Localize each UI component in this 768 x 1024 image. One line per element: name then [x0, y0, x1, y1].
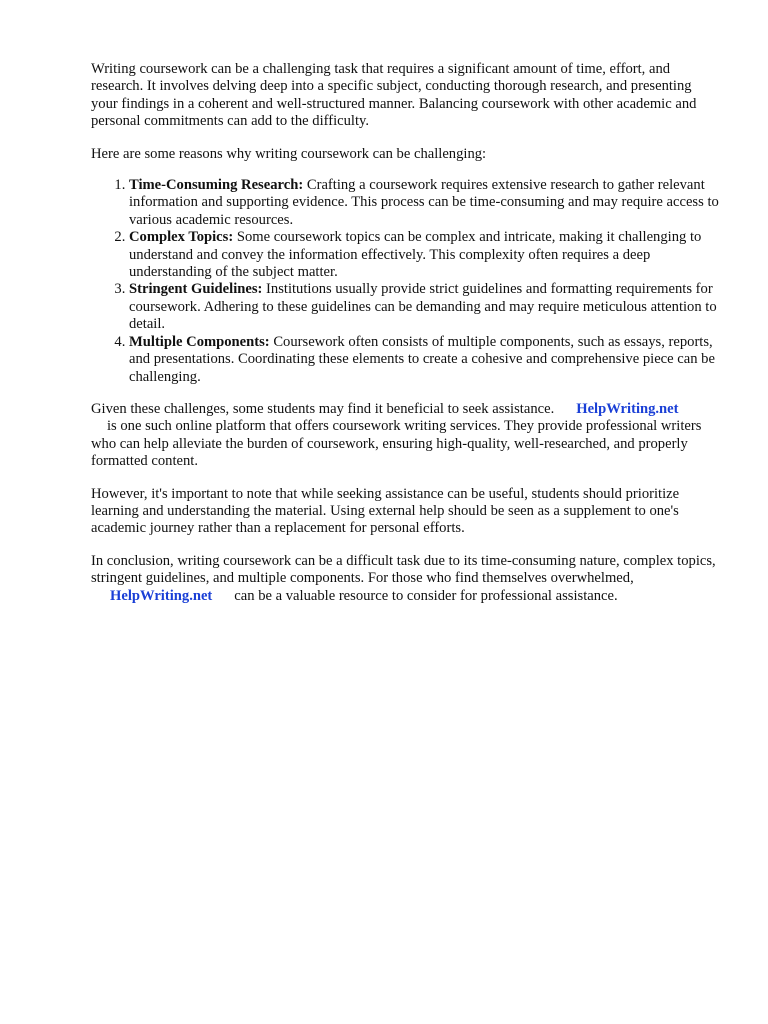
reason-text: Crafting a coursework requires extensive research to gather relevant information and supporting evidence. This process can be time-consuming and may require access to various academic resources. [129, 177, 719, 228]
reason-text: Some coursework topics can be complex and intricate, making it challenging to understand and convey the information effectively. This complexity often requires a deep understanding of the subject matter. [129, 229, 702, 281]
reason-term: Time-Consuming Research: [129, 177, 304, 194]
reasons-list [91, 177, 721, 386]
conclusion-paragraph [91, 553, 721, 605]
conclusion-text-after: can be a valuable resource to consider for professional assistance. [234, 587, 618, 604]
list-item [129, 177, 721, 229]
helpwriting-link-conclusion[interactable]: HelpWriting.net [110, 587, 213, 604]
conclusion-text-before: In conclusion, writing coursework can be a difficult task due to its time-consuming nature, complex topics, stringent guidelines, and multiple components. For those who find themselves overwhelmed, [91, 552, 716, 587]
reason-term: Complex Topics: [129, 229, 234, 246]
list-item [129, 229, 721, 281]
reason-term: Multiple Components: [129, 333, 270, 350]
intro-paragraph: Writing coursework can be a challenging task that requires a significant amount of time, effort, and research. It involves delving deep into a specific subject, conducting thorough research, and presenting your findings in a coherent and well-structured manner. Balancing coursework with other academic and personal commitments can add to the difficulty. [91, 61, 697, 130]
assistance-text-before: Given these challenges, some students may find it beneficial to seek assistance. [91, 400, 555, 417]
note-paragraph: However, it's important to note that while seeking assistance can be useful, students should prioritize learning and understanding the material. Using external help should be seen as a supplement to one's academic journey rather than a replacement for personal efforts. [91, 485, 680, 537]
list-item [129, 281, 721, 333]
reason-term: Stringent Guidelines: [129, 281, 263, 298]
reasons-lead: Here are some reasons why writing coursework can be challenging: [91, 145, 487, 162]
document-page [91, 61, 721, 605]
reason-text: Coursework often consists of multiple components, such as essays, reports, and presentations. Coordinating these elements to create a cohesive and comprehensive piece can be challenging. [129, 333, 715, 385]
assistance-paragraph [91, 401, 721, 471]
list-item [129, 334, 721, 386]
helpwriting-link[interactable]: HelpWriting.net [576, 400, 679, 417]
reason-text: Institutions usually provide strict guidelines and formatting requirements for coursework. Adhering to these guidelines can be demanding and may require meticulous attention to detail. [129, 281, 717, 333]
assistance-text-after: is one such online platform that offers coursework writing services. They provide professional writers who can help alleviate the burden of coursework, ensuring high-quality, well-researched, and properly formatted content. [91, 418, 702, 470]
